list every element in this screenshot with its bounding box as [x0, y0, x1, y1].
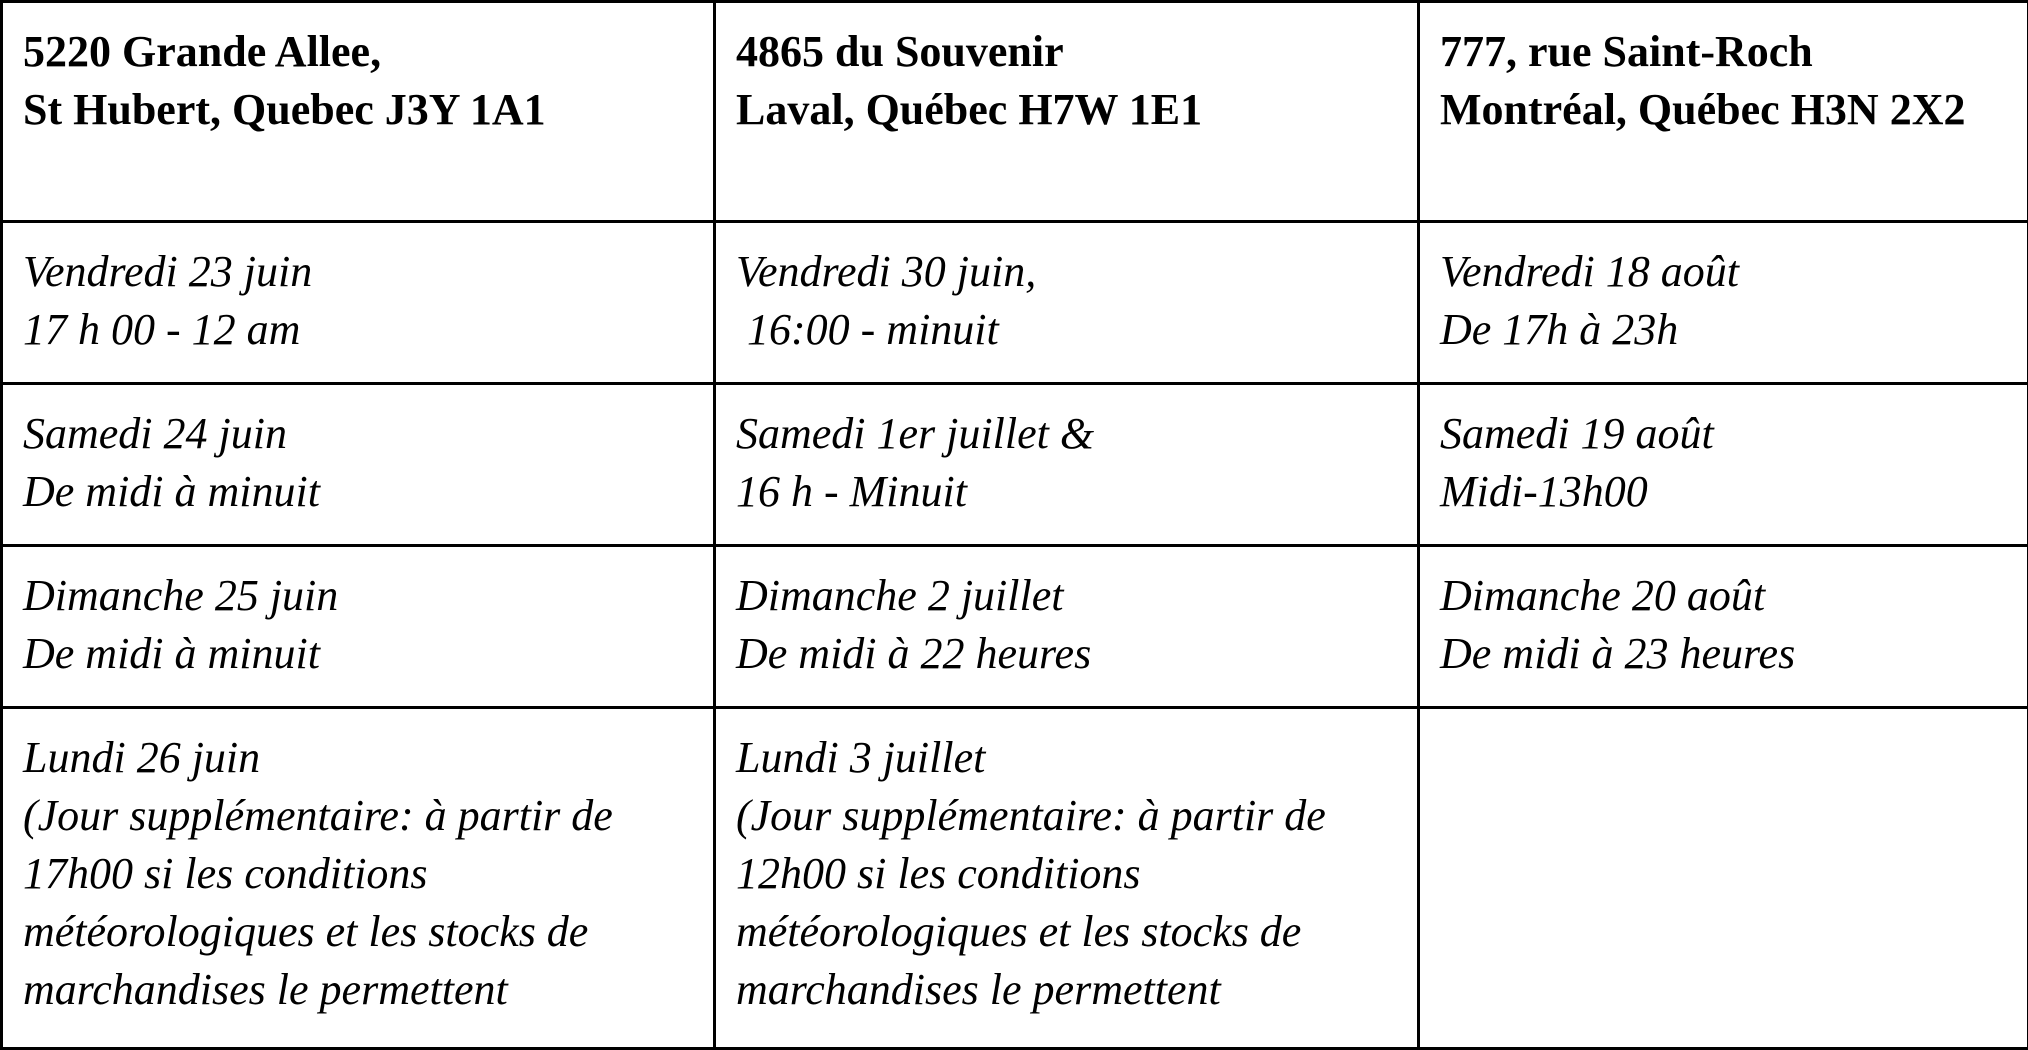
slot-day: Lundi 26 juin [23, 729, 695, 787]
schedule-cell [2, 708, 715, 1049]
slot-day: Vendredi 18 août [1440, 243, 2009, 301]
schedule-cell [2, 222, 715, 384]
address-line-1: 4865 du Souvenir [736, 23, 1399, 81]
slot-hours: 17 h 00 - 12 am [23, 301, 695, 359]
address-row [2, 2, 2028, 222]
schedule-cell [1419, 222, 2028, 384]
slot-day: Samedi 24 juin [23, 405, 695, 463]
slot-note: (Jour supplémentaire: à partir de 12h00 si les conditions météorologiques et les stocks de marchandises le permettent [736, 787, 1399, 1019]
slot-day: Vendredi 30 juin, [736, 243, 1399, 301]
slot-hours: De 17h à 23h [1440, 301, 2009, 359]
schedule-cell [715, 384, 1419, 546]
slot-hours: De midi à minuit [23, 625, 695, 683]
schedule-row-friday [2, 222, 2028, 384]
slot-hours: De midi à 22 heures [736, 625, 1399, 683]
schedule-cell [715, 546, 1419, 708]
slot-day: Dimanche 25 juin [23, 567, 695, 625]
slot-hours: 16 h - Minuit [736, 463, 1399, 521]
slot-note: (Jour supplémentaire: à partir de 17h00 si les conditions météorologiques et les stocks de marchandises le permettent [23, 787, 695, 1019]
slot-day: Samedi 19 août [1440, 405, 2009, 463]
schedule-cell [1419, 384, 2028, 546]
address-line-1: 777, rue Saint-Roch [1440, 23, 2009, 81]
schedule-cell-empty [1419, 708, 2028, 1049]
address-cell-st-hubert [2, 2, 715, 222]
slot-day: Dimanche 20 août [1440, 567, 2009, 625]
slot-hours: Midi-13h00 [1440, 463, 2009, 521]
slot-hours: De midi à minuit [23, 463, 695, 521]
slot-day: Lundi 3 juillet [736, 729, 1399, 787]
address-cell-laval [715, 2, 1419, 222]
address-line-2: St Hubert, Quebec J3Y 1A1 [23, 81, 695, 139]
slot-day: Vendredi 23 juin [23, 243, 695, 301]
slot-hours: De midi à 23 heures [1440, 625, 2009, 683]
schedule-row-monday [2, 708, 2028, 1049]
slot-day: Dimanche 2 juillet [736, 567, 1399, 625]
schedule-cell [2, 384, 715, 546]
schedule-row-saturday [2, 384, 2028, 546]
schedule-cell [715, 222, 1419, 384]
address-line-2: Laval, Québec H7W 1E1 [736, 81, 1399, 139]
slot-day: Samedi 1er juillet & [736, 405, 1399, 463]
schedule-cell [1419, 546, 2028, 708]
address-line-1: 5220 Grande Allee, [23, 23, 695, 81]
schedule-cell [715, 708, 1419, 1049]
slot-hours: 16:00 - minuit [736, 301, 1399, 359]
schedule-cell [2, 546, 715, 708]
address-cell-montreal [1419, 2, 2028, 222]
schedule-row-sunday [2, 546, 2028, 708]
address-line-2: Montréal, Québec H3N 2X2 [1440, 81, 2009, 139]
